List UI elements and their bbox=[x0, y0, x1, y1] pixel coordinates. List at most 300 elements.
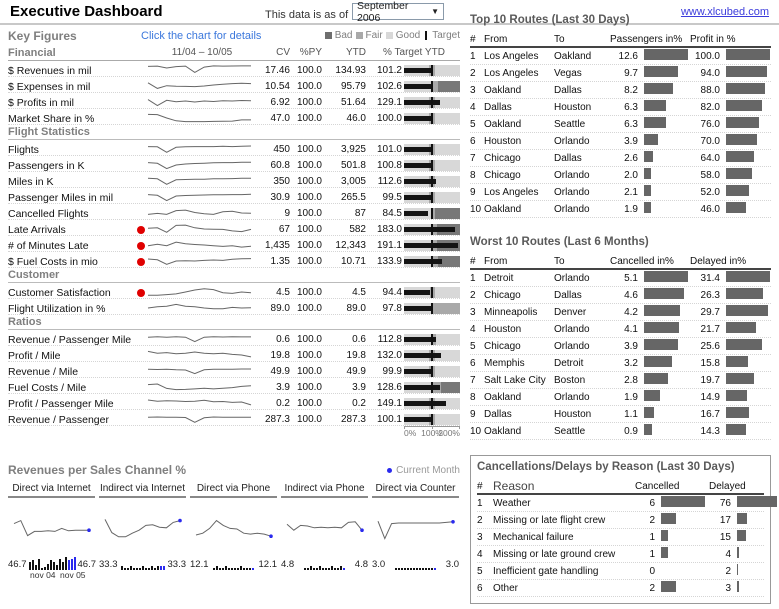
value-bar bbox=[726, 373, 754, 384]
mini-bar bbox=[404, 568, 406, 570]
header-reason: Reason bbox=[493, 479, 535, 493]
bullet-cell bbox=[404, 160, 460, 171]
cell-to: Denver bbox=[554, 306, 587, 318]
bullet-chart[interactable] bbox=[404, 287, 460, 298]
bullet-target-marker bbox=[431, 65, 433, 76]
bar-cell bbox=[722, 66, 770, 80]
channel-name: Direct via Counter bbox=[372, 483, 459, 498]
mini-bar bbox=[249, 568, 251, 570]
cell-num: 4 bbox=[470, 323, 476, 335]
value-target-pct: 129.1 bbox=[376, 97, 402, 108]
channel-mini-bars[interactable] bbox=[29, 554, 76, 570]
bullet-chart[interactable] bbox=[404, 224, 460, 235]
bullet-chart[interactable] bbox=[404, 334, 460, 345]
bullet-cell bbox=[404, 240, 460, 251]
cell-num: 6 bbox=[470, 357, 476, 369]
cell-from: Oakland bbox=[484, 425, 522, 437]
metric-label: Revenue / Passenger bbox=[8, 413, 109, 426]
cell-b-value: 16.7 bbox=[700, 408, 720, 420]
bullet-measure-bar bbox=[404, 259, 442, 264]
xlcubed-link[interactable]: www.xlcubed.com bbox=[680, 6, 769, 18]
cell-reason: Other bbox=[493, 582, 519, 594]
bar-cell bbox=[733, 581, 777, 595]
metric-label: $ Fuel Costs in mio bbox=[8, 255, 98, 268]
bullet-zone-mid bbox=[431, 303, 460, 314]
cell-num: 8 bbox=[470, 169, 476, 181]
cell-from: Salt Lake City bbox=[484, 374, 546, 386]
bullet-cell bbox=[404, 382, 460, 393]
header-to: To bbox=[554, 33, 565, 45]
bullet-target-marker bbox=[431, 240, 433, 251]
cell-b-value: 82.0 bbox=[700, 101, 720, 113]
cell-a-value: 12.6 bbox=[618, 50, 638, 62]
cell-from: Houston bbox=[484, 323, 522, 335]
bar-cell bbox=[733, 547, 777, 561]
value-bar bbox=[661, 581, 676, 592]
value-py: 100.0 bbox=[296, 334, 322, 345]
sparkline-chart[interactable] bbox=[146, 252, 254, 268]
value-cv: 4.5 bbox=[276, 287, 290, 298]
value-bar bbox=[737, 496, 777, 507]
header-col-a: Cancelled in% bbox=[610, 255, 674, 267]
bar-cell bbox=[722, 356, 770, 370]
value-cv: 89.0 bbox=[270, 303, 290, 314]
axis-label-nov04: nov 04 bbox=[30, 570, 56, 580]
bar-cell bbox=[722, 185, 770, 199]
bullet-chart[interactable] bbox=[404, 176, 460, 187]
sparkline-chart[interactable] bbox=[146, 362, 254, 378]
value-cv: 49.9 bbox=[270, 366, 290, 377]
value-py: 100.0 bbox=[296, 366, 322, 377]
value-cv: 350 bbox=[273, 176, 290, 187]
sparkline-chart[interactable] bbox=[194, 509, 274, 543]
sparkline-cell bbox=[146, 410, 258, 429]
cell-a-value: 5.1 bbox=[624, 272, 638, 284]
key-figure-row bbox=[8, 172, 460, 188]
bar-cell bbox=[657, 513, 709, 527]
mini-bar bbox=[401, 568, 403, 570]
mini-bar bbox=[65, 557, 67, 570]
bullet-measure-bar bbox=[404, 68, 432, 73]
key-figure-row bbox=[8, 61, 460, 77]
sparkline-chart[interactable] bbox=[146, 109, 254, 125]
cell-from: Detroit bbox=[484, 272, 514, 284]
metric-label: Flight Utilization in % bbox=[8, 302, 106, 315]
table-row bbox=[470, 65, 771, 82]
bar-cell bbox=[640, 202, 690, 216]
section-label: Financial bbox=[8, 46, 56, 59]
sparkline-chart[interactable] bbox=[146, 378, 254, 394]
value-py: 100.0 bbox=[296, 160, 322, 171]
bullet-chart[interactable] bbox=[404, 81, 460, 92]
cell-cancelled-value: 2 bbox=[649, 514, 655, 526]
value-bar bbox=[644, 134, 658, 145]
metric-label: Passenger Miles in mil bbox=[8, 191, 114, 204]
bar-cell bbox=[657, 564, 709, 578]
value-target-pct: 99.5 bbox=[382, 192, 402, 203]
header-num: # bbox=[477, 480, 483, 492]
channel-values-row bbox=[281, 552, 368, 570]
bullet-chart[interactable] bbox=[404, 144, 460, 155]
bullet-cell bbox=[404, 256, 460, 267]
value-cv: 9 bbox=[284, 208, 290, 219]
sparkline-chart[interactable] bbox=[146, 330, 254, 346]
cell-to: Dallas bbox=[554, 152, 582, 164]
bullet-cell bbox=[404, 287, 460, 298]
bar-cell bbox=[722, 151, 770, 165]
bullet-chart[interactable] bbox=[404, 256, 460, 267]
cell-b-value: 46.0 bbox=[700, 203, 720, 215]
bullet-cell bbox=[404, 350, 460, 361]
channel-mini-bars[interactable] bbox=[303, 554, 346, 570]
bullet-cell bbox=[404, 65, 460, 76]
value-target-pct: 101.0 bbox=[376, 144, 402, 155]
bullet-cell bbox=[404, 334, 460, 345]
header-delayed: Delayed bbox=[709, 480, 746, 492]
bar-cell bbox=[640, 407, 690, 421]
metric-label: Miles in K bbox=[8, 175, 54, 188]
channel-mini-bars[interactable] bbox=[394, 554, 437, 570]
channel-sparkline-cell bbox=[190, 504, 277, 548]
bullet-chart[interactable] bbox=[404, 240, 460, 251]
value-target-pct: 191.1 bbox=[376, 240, 402, 251]
cell-to: Seattle bbox=[554, 425, 586, 437]
value-cv: 17.46 bbox=[264, 65, 290, 76]
cell-num: 5 bbox=[470, 340, 476, 352]
mini-bar bbox=[331, 566, 333, 570]
bar-cell bbox=[722, 407, 770, 421]
header-col-b: Delayed in% bbox=[690, 255, 747, 267]
value-py: 100.0 bbox=[296, 414, 322, 425]
sparkline-chart[interactable] bbox=[146, 156, 254, 172]
table-row bbox=[470, 116, 771, 133]
bar-cell bbox=[722, 322, 770, 336]
mini-bar bbox=[407, 568, 409, 570]
channel-sparkline-cell bbox=[8, 504, 95, 548]
period-dropdown[interactable] bbox=[352, 0, 444, 24]
header-from: From bbox=[484, 33, 508, 45]
sparkline-chart[interactable] bbox=[146, 172, 254, 188]
cell-from: Chicago bbox=[484, 169, 521, 181]
value-target-pct: 149.1 bbox=[376, 398, 402, 409]
key-figure-row bbox=[8, 394, 460, 410]
bullet-target-marker bbox=[431, 144, 433, 155]
metric-label: Flights bbox=[8, 143, 39, 156]
mini-bar bbox=[139, 568, 141, 570]
bullet-chart[interactable] bbox=[404, 303, 460, 314]
value-bar bbox=[661, 530, 668, 541]
channel-column bbox=[99, 483, 186, 580]
bullet-measure-bar bbox=[404, 385, 440, 390]
bullet-zone-dark bbox=[438, 81, 460, 92]
sparkline-chart[interactable] bbox=[285, 509, 365, 543]
bullet-chart[interactable] bbox=[404, 398, 460, 409]
sparkline-cell bbox=[146, 252, 258, 271]
bar-cell bbox=[640, 83, 690, 97]
sparkline-chart[interactable] bbox=[146, 140, 254, 156]
value-ytd: 87 bbox=[354, 208, 366, 219]
value-bar bbox=[737, 513, 747, 524]
bullet-chart[interactable] bbox=[404, 113, 460, 124]
legend-fair-label: Fair bbox=[365, 30, 383, 41]
value-cv: 10.54 bbox=[264, 81, 290, 92]
value-ytd: 3,925 bbox=[340, 144, 366, 155]
channel-end-value: 3.0 bbox=[445, 559, 459, 570]
value-bar bbox=[726, 202, 746, 213]
bullet-cell bbox=[404, 366, 460, 377]
value-target-pct: 112.8 bbox=[377, 334, 402, 345]
bar-cell bbox=[640, 339, 690, 353]
value-py: 100.0 bbox=[296, 224, 322, 235]
cell-to: Orlando bbox=[554, 391, 590, 403]
cell-delayed-value: 2 bbox=[725, 565, 731, 577]
sparkline-chart[interactable] bbox=[146, 188, 254, 204]
cell-to: Vegas bbox=[554, 67, 582, 79]
alert-dot-icon bbox=[137, 289, 145, 297]
cell-a-value: 2.6 bbox=[624, 152, 638, 164]
bar-cell bbox=[722, 390, 770, 404]
metric-label: $ Expenses in mil bbox=[8, 80, 91, 93]
current-month-dot-icon bbox=[360, 528, 364, 532]
current-month-dot-icon bbox=[387, 468, 392, 473]
section-label: Customer bbox=[8, 269, 60, 281]
value-ytd: 3,005 bbox=[340, 176, 366, 187]
mini-bar bbox=[145, 568, 147, 570]
mini-bar bbox=[325, 568, 327, 570]
sparkline-chart[interactable] bbox=[376, 509, 456, 543]
value-bar bbox=[726, 49, 770, 60]
mini-bar bbox=[160, 566, 162, 570]
sparkline-cell bbox=[146, 299, 258, 318]
sparkline-chart[interactable] bbox=[146, 61, 254, 77]
key-figure-row bbox=[8, 330, 460, 346]
mini-bar bbox=[310, 566, 312, 570]
cell-to: Detroit bbox=[554, 357, 584, 369]
chart-details-link[interactable]: Click the chart for details bbox=[141, 30, 262, 42]
key-figure-row bbox=[8, 299, 460, 315]
bar-cell bbox=[640, 356, 690, 370]
value-cv: 3.9 bbox=[276, 382, 290, 393]
key-figure-row bbox=[8, 220, 460, 236]
value-py: 100.0 bbox=[296, 398, 322, 409]
bar-cell bbox=[640, 134, 690, 148]
sparkline-chart[interactable] bbox=[146, 93, 254, 109]
sparkline-chart[interactable] bbox=[103, 509, 183, 543]
section-label: Ratios bbox=[8, 316, 42, 328]
channel-sparkline-cell bbox=[372, 504, 459, 548]
bullet-cell bbox=[404, 176, 460, 187]
bar-cell bbox=[640, 390, 690, 404]
bullet-chart[interactable] bbox=[404, 97, 460, 108]
value-target-pct: 100.1 bbox=[376, 414, 402, 425]
key-figure-row bbox=[8, 77, 460, 93]
bar-cell bbox=[722, 373, 770, 387]
mini-bar bbox=[395, 568, 397, 570]
value-py: 100.0 bbox=[296, 287, 322, 298]
alert-cell bbox=[136, 258, 146, 266]
bar-cell bbox=[640, 288, 690, 302]
page-title: Executive Dashboard bbox=[10, 3, 163, 20]
cell-a-value: 1.9 bbox=[624, 203, 638, 215]
value-target-pct: 100.8 bbox=[376, 160, 402, 171]
mini-bar bbox=[219, 568, 221, 570]
bullet-target-marker bbox=[431, 160, 433, 171]
bullet-cell bbox=[404, 192, 460, 203]
bullet-measure-bar bbox=[404, 163, 432, 168]
bar-cell bbox=[722, 100, 770, 114]
channel-column bbox=[281, 483, 368, 580]
table-row bbox=[477, 529, 764, 546]
value-bar bbox=[644, 168, 651, 179]
value-cv: 67 bbox=[278, 224, 290, 235]
cell-a-value: 1.9 bbox=[624, 391, 638, 403]
channel-axis-labels bbox=[8, 570, 95, 580]
mini-bar bbox=[319, 566, 321, 570]
cell-from: Chicago bbox=[484, 340, 521, 352]
key-figure-row bbox=[8, 410, 460, 426]
cell-reason: Inefficient gate handling bbox=[493, 565, 599, 577]
channel-name: Direct via Phone bbox=[190, 483, 277, 498]
mini-bar bbox=[225, 566, 227, 570]
value-bar bbox=[644, 117, 666, 128]
top-routes-title: Top 10 Routes (Last 30 Days) bbox=[470, 14, 630, 26]
table-header-row bbox=[477, 479, 764, 495]
bullet-target-marker bbox=[431, 176, 433, 187]
mini-bar bbox=[313, 568, 315, 570]
value-py: 100.0 bbox=[296, 208, 322, 219]
sparkline-chart[interactable] bbox=[146, 77, 254, 93]
table-header-row bbox=[470, 254, 771, 270]
table-row bbox=[477, 563, 764, 580]
legend-good-label: Good bbox=[395, 30, 421, 41]
metric-label: Fuel Costs / Mile bbox=[8, 381, 87, 394]
top-routes-table bbox=[470, 14, 771, 218]
mini-bar bbox=[425, 568, 427, 570]
mini-bar bbox=[304, 568, 306, 570]
channel-values-row bbox=[99, 552, 186, 570]
bar-cell bbox=[722, 271, 770, 285]
key-figure-row bbox=[8, 283, 460, 299]
cell-from: Oakland bbox=[484, 118, 522, 130]
mini-bar bbox=[307, 568, 309, 570]
cell-from: Los Angeles bbox=[484, 186, 539, 198]
key-figures-title: Key Figures bbox=[8, 29, 77, 43]
cell-b-value: 70.0 bbox=[700, 135, 720, 147]
cell-a-value: 3.2 bbox=[624, 357, 638, 369]
sparkline-chart[interactable] bbox=[146, 394, 254, 410]
kf-column-header-row bbox=[8, 45, 460, 61]
value-cv: 1.35 bbox=[270, 256, 290, 267]
bullet-chart[interactable] bbox=[404, 350, 460, 361]
key-figures-header bbox=[8, 29, 460, 45]
table-row bbox=[477, 580, 764, 597]
bullet-chart[interactable] bbox=[404, 65, 460, 76]
column-ytd: YTD bbox=[346, 47, 366, 58]
bullet-target-marker bbox=[431, 113, 433, 124]
value-bar bbox=[644, 424, 652, 435]
channel-end-value: 4.8 bbox=[354, 559, 368, 570]
mini-bar bbox=[246, 568, 248, 570]
bar-cell bbox=[640, 373, 690, 387]
mini-bar bbox=[340, 566, 342, 570]
value-ytd: 0.2 bbox=[352, 398, 366, 409]
sparkline-chart[interactable] bbox=[146, 410, 254, 426]
value-ytd: 19.8 bbox=[346, 350, 366, 361]
bar-cell bbox=[640, 49, 690, 63]
value-bar bbox=[661, 496, 705, 507]
sparkline-chart[interactable] bbox=[146, 299, 254, 315]
value-target-pct: 112.6 bbox=[377, 176, 402, 187]
bullet-chart[interactable] bbox=[404, 414, 460, 425]
cell-reason: Mechanical failure bbox=[493, 531, 574, 543]
cell-cancelled-value: 6 bbox=[649, 497, 655, 509]
cell-cancelled-value: 1 bbox=[649, 548, 655, 560]
bar-cell bbox=[640, 66, 690, 80]
right-panel bbox=[470, 14, 771, 440]
bullet-measure-bar bbox=[404, 353, 441, 358]
mini-bar bbox=[163, 566, 165, 570]
bullet-target-marker bbox=[431, 382, 433, 393]
value-cv: 30.9 bbox=[270, 192, 290, 203]
mini-bar bbox=[71, 559, 73, 570]
mini-bar bbox=[127, 568, 129, 570]
bullet-target-marker bbox=[431, 303, 433, 314]
cell-num: 2 bbox=[477, 514, 483, 526]
axis-tick-200: 200% bbox=[438, 428, 460, 438]
legend-bad-label: Bad bbox=[334, 30, 353, 41]
bullet-chart[interactable] bbox=[404, 192, 460, 203]
cell-num: 5 bbox=[477, 565, 483, 577]
sparkline-chart[interactable] bbox=[146, 204, 254, 220]
cell-from: Memphis bbox=[484, 357, 525, 369]
cell-to: Dallas bbox=[554, 84, 582, 96]
channel-start-value: 4.8 bbox=[281, 559, 295, 570]
axis-tick-100: 100% bbox=[421, 428, 443, 438]
channel-mini-bars[interactable] bbox=[212, 554, 255, 570]
value-bar bbox=[644, 322, 679, 333]
value-bar bbox=[726, 339, 762, 350]
alert-dot-icon bbox=[137, 258, 145, 266]
bullet-target-marker bbox=[431, 256, 433, 267]
value-bar bbox=[644, 305, 680, 316]
sparkline-chart[interactable] bbox=[146, 283, 254, 299]
channel-mini-bars[interactable] bbox=[121, 554, 165, 570]
bullet-chart[interactable] bbox=[404, 160, 460, 171]
bar-cell bbox=[640, 305, 690, 319]
alert-dot-icon bbox=[137, 242, 145, 250]
cell-a-value: 0.9 bbox=[624, 425, 638, 437]
bullet-measure-bar bbox=[404, 417, 432, 422]
metric-label: Revenue / Passenger Mile bbox=[8, 333, 132, 346]
value-bar bbox=[644, 100, 666, 111]
value-bar bbox=[644, 83, 673, 94]
mini-bar bbox=[398, 568, 400, 570]
sparkline-chart[interactable] bbox=[146, 346, 254, 362]
value-ytd: 265.5 bbox=[340, 192, 366, 203]
bar-cell bbox=[733, 564, 777, 578]
sparkline-chart[interactable] bbox=[12, 509, 92, 543]
bullet-zone-dark bbox=[441, 382, 460, 393]
cell-a-value: 2.0 bbox=[624, 169, 638, 181]
mini-bar bbox=[334, 568, 336, 570]
cell-a-value: 6.3 bbox=[624, 118, 638, 130]
sparkline-chart[interactable] bbox=[146, 236, 254, 252]
sparkline-chart[interactable] bbox=[146, 220, 254, 236]
bar-cell bbox=[722, 83, 770, 97]
bullet-chart[interactable] bbox=[404, 382, 460, 393]
bullet-chart[interactable] bbox=[404, 366, 460, 377]
bullet-chart[interactable] bbox=[404, 208, 460, 219]
